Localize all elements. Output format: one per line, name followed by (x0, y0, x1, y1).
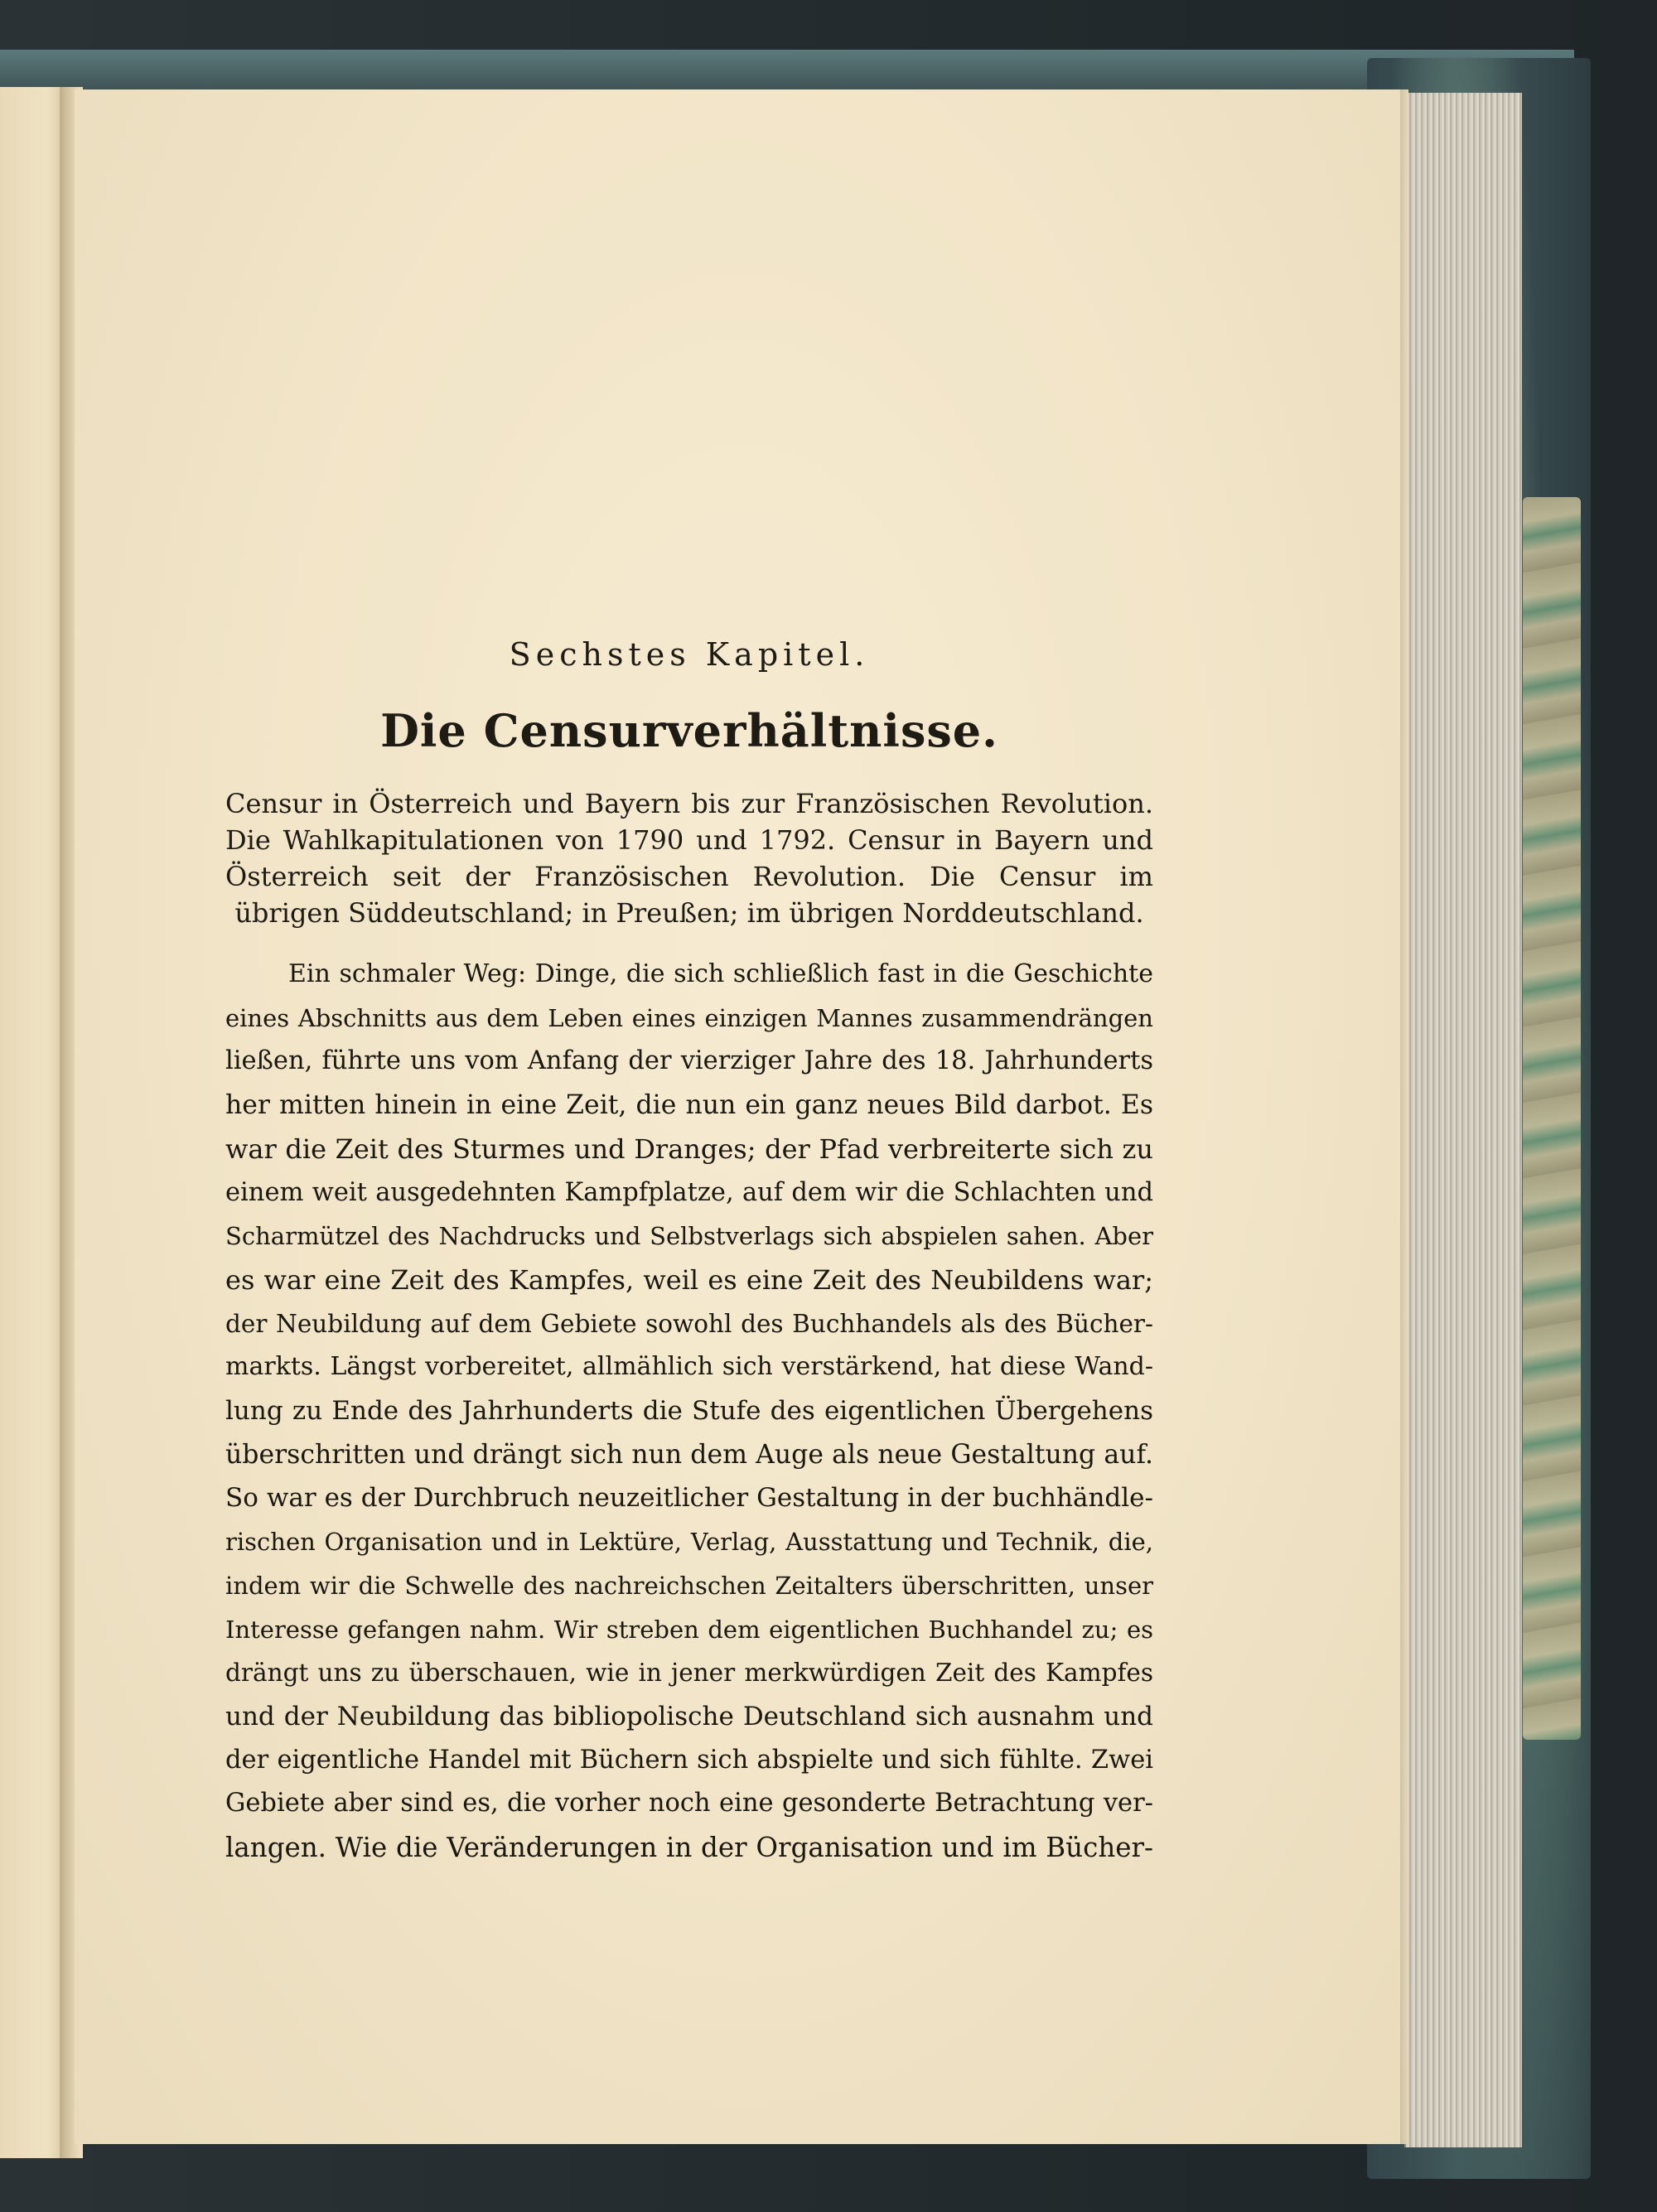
chapter-number: Sechstes Kapitel. (509, 636, 870, 673)
body-line: lung zu Ende des Jahrhunderts die Stufe des eigentlichen Übergehens (225, 1396, 1153, 1427)
chapter-summary: Censur in Österreich und Bayern bis zur Französischen Revolution. Die Wahlkapitulationen von 1790 und 1792. Censur in Bayern und Österreich seit der Französischen Revolution. Die Censur im übrigen Süddeutschland; in Preußen; im übrigen Norddeutschland. (225, 788, 1153, 929)
body-line: es war eine Zeit des Kampfes, weil es eine Zeit des Neubildens war; (225, 1263, 1153, 1296)
body-line: und der Neubildung das bibliopolische Deutschland sich ausnahm und (225, 1701, 1153, 1731)
body-line: langen. Wie die Veränderungen in der Organisation und im Bücher- (225, 1832, 1153, 1864)
body-line: So war es der Durchbruch neuzeitlicher Gestaltung in der buchhändle- (225, 1483, 1153, 1514)
left-page-edge (0, 87, 66, 2158)
marbled-cover-strip (1523, 497, 1581, 1740)
body-line: indem wir die Schwelle des nachreichschen Zeitalters überschritten, unser (225, 1571, 1153, 1600)
body-line: überschritten und drängt sich nun dem Auge als neue Gestaltung auf. (225, 1439, 1153, 1470)
body-line: war die Zeit des Sturmes und Dranges; der Pfad verbreiterte sich zu (225, 1133, 1153, 1165)
body-line: eines Abschnitts aus dem Leben eines einzigen Mannes zusammendrängen (225, 1003, 1153, 1032)
body-line: drängt uns zu überschauen, wie in jener merkwürdigen Zeit des Kampfes (225, 1659, 1153, 1688)
body-line: Gebiete aber sind es, die vorher noch eine gesonderte Betrachtung ver- (225, 1789, 1153, 1818)
body-text (225, 953, 1153, 1870)
page-block-edge (1404, 93, 1522, 2147)
page-shadow (1400, 89, 1410, 2144)
body-line: markts. Längst vorbereitet, allmählich sich verstärkend, hat diese Wand- (225, 1352, 1153, 1382)
body-line: der eigentliche Handel mit Büchern sich abspielte und sich fühlte. Zwei (225, 1745, 1153, 1775)
body-line: ließen, führte uns vom Anfang der vierziger Jahre des 18. Jahrhunderts (225, 1046, 1153, 1076)
book-top-edge (0, 50, 1574, 91)
body-line: Scharmützel des Nachdrucks und Selbstverlags sich abspielen sahen. Aber (225, 1222, 1153, 1251)
chapter-title: Die Censurverhältnisse. (380, 704, 998, 757)
body-line: der Neubildung auf dem Gebiete sowohl des Buchhandels als des Bücher- (225, 1309, 1153, 1338)
body-line: Ein schmaler Weg: Dinge, die sich schließlich fast in die Geschichte (288, 959, 1153, 988)
body-line: rischen Organisation und in Lektüre, Verlag, Ausstattung und Technik, die, (225, 1528, 1153, 1557)
body-line: Interesse gefangen nahm. Wir streben dem eigentlichen Buchhandel zu; es (225, 1615, 1153, 1644)
body-line: her mitten hinein in eine Zeit, die nun ein ganz neues Bild darbot. Es (225, 1090, 1153, 1121)
body-line: einem weit ausgedehnten Kampfplatze, auf dem wir die Schlachten und (225, 1177, 1153, 1207)
